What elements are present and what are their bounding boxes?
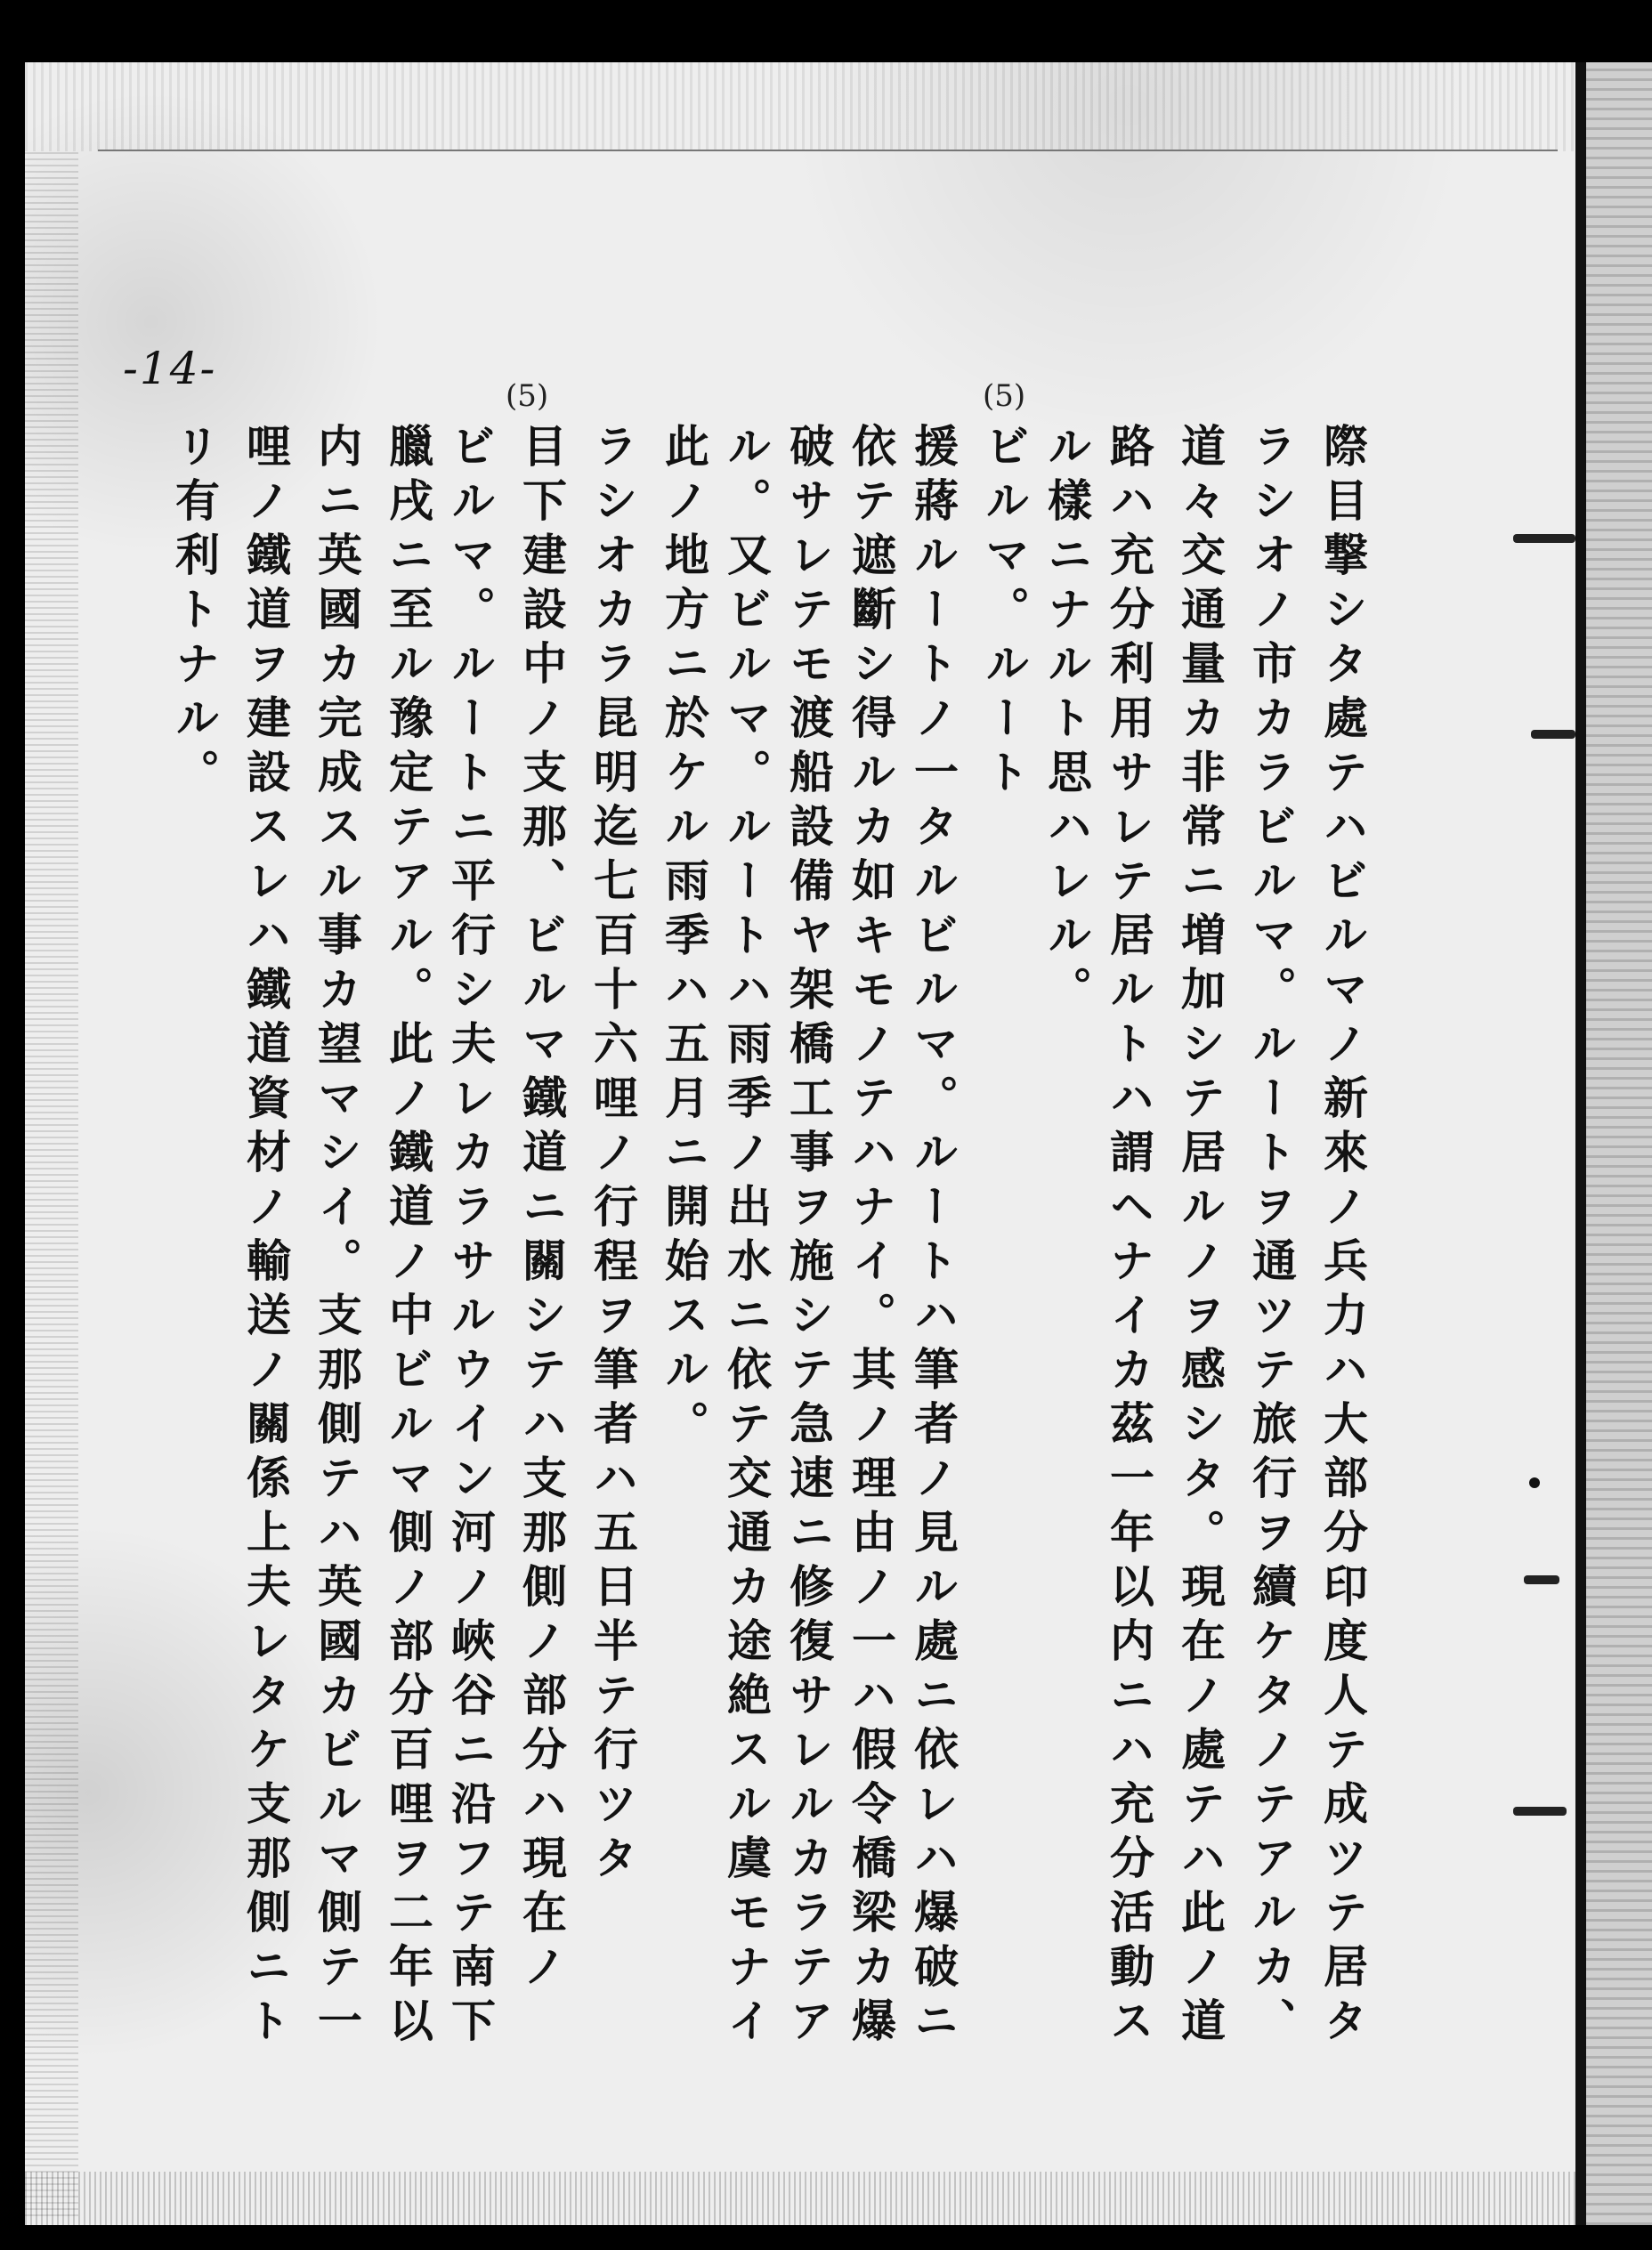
- text-column: ビルマ。ルートニ平行シ夫レカラサルウイン河ノ峽谷ニ沿フテ南下: [444, 423, 497, 2052]
- binding-edge: [1575, 62, 1586, 2225]
- text-column: ル。又ビルマ。ルートハ雨季ノ出水ニ依テ交通カ途絶スル虞モナイ: [720, 423, 773, 2052]
- binding-dot: [1529, 1477, 1540, 1488]
- scan-noise-left: [25, 151, 78, 2216]
- text-column: ル樣ニナルト思ハレル。: [1041, 423, 1093, 1020]
- text-column: 依テ遮斷シ得ルカ如キモノテハナイ。其ノ理由ノ一ハ假令橋梁カ爆: [845, 423, 897, 2052]
- text-column: 哩ノ鐵道ヲ建設スレハ鐵道資材ノ輸送ノ關係上夫レタケ支那側ニト: [239, 423, 292, 2052]
- scan-noise-bottom: [25, 2172, 1600, 2225]
- text-column: ラシオカラ昆明迄七百十六哩ノ行程ヲ筆者ハ五日半テ行ツタ: [587, 423, 639, 1889]
- text-column: 援蔣ルートノ一タルビルマ。ルートハ筆者ノ見ル處ニ依レハ爆破ニ: [907, 423, 960, 2052]
- scan-noise-top: [25, 62, 1574, 151]
- binding-mark: [1513, 1807, 1567, 1816]
- text-column: 臘戌ニ至ル豫定テアル。此ノ鐵道ノ中ビルマ側ノ部分百哩ヲ二年以: [382, 423, 434, 2052]
- section-marker: (5): [983, 378, 1026, 414]
- text-column: 道々交通量カ非常ニ増加シテ居ルノヲ感シタ。現在ノ處テハ此ノ道: [1174, 423, 1227, 2052]
- text-column: 破サレテモ渡船設備ヤ架橋工事ヲ施シテ急速ニ修復サレルカラテア: [782, 423, 835, 2052]
- text-column: 目下建設中ノ支那、ビルマ鐵道ニ關シテハ支那側ノ部分ハ現在ノ: [515, 423, 568, 1997]
- text-column: ラシオノ市カラビルマ。ルートヲ通ツテ旅行ヲ續ケタノテアルカ、: [1245, 423, 1298, 2052]
- text-column: 内ニ英國カ完成スル事カ望マシイ。支那側テハ英國カビルマ側テ一: [311, 423, 363, 2052]
- top-rule: [98, 150, 1558, 151]
- page-number: -14-: [123, 343, 217, 394]
- binding-mark: [1531, 730, 1575, 739]
- text-column: 際目撃シタ處テハビルマノ新來ノ兵力ハ大部分印度人テ成ツテ居タ: [1316, 423, 1369, 2052]
- right-margin: [1586, 62, 1652, 2225]
- text-column: リ有利トナル。: [168, 423, 221, 803]
- text-column: 此ノ地方ニ於ケル雨季ハ五月ニ開始スル。: [658, 423, 710, 1454]
- section-heading: ビルマ。ルート: [978, 423, 1031, 803]
- text-column: 路ハ充分利用サレテ居ルトハ謂ヘナイカ茲一年以内ニハ充分活動ス: [1103, 423, 1155, 2052]
- section-marker: (5): [506, 378, 549, 414]
- binding-mark: [1524, 1575, 1559, 1584]
- binding-mark: [1513, 534, 1575, 543]
